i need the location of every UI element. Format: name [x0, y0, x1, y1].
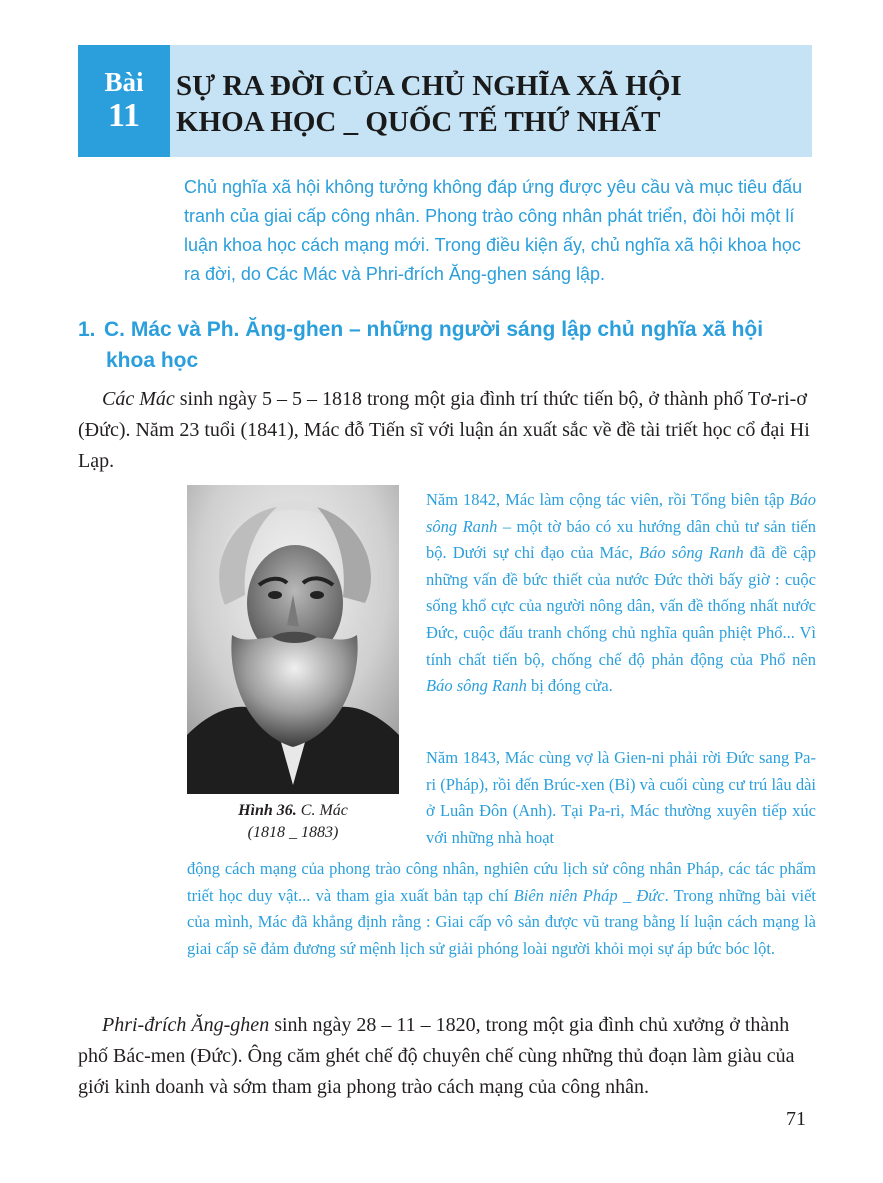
lesson-word: Bài	[104, 67, 144, 97]
lesson-number-box	[78, 45, 170, 157]
box1-paper-name-3: Báo sông Ranh	[426, 676, 527, 696]
section-heading-line2: khoa học	[106, 349, 199, 372]
box-paragraph-2-cont	[187, 856, 816, 962]
figure-name: C. Mác	[296, 802, 348, 819]
marx-text: sinh ngày 5 – 5 – 1818 trong một gia đình trí thức tiến bộ, ở thành phố Tơ-ri-ơ (Đức). Năm 23 tuổi (1841), Mác đỗ Tiến sĩ với luận án xuất sắc về đề tài triết học cổ đại Hi Lạp.	[78, 388, 810, 472]
engels-text: sinh ngày 28 – 11 – 1820, trong một gia đình chủ xưởng ở thành phố Bác-men (Đức). Ông căm ghét chế độ chuyên chế cùng những thủ đoạn làm giàu của giới kinh doanh và sớm tham gia phong trào cách mạng của công nhân.	[78, 1014, 795, 1098]
figure-label: Hình 36.	[238, 802, 297, 819]
box2-text-a: động cách mạng của phong trào công nhân, nghiên cứu lịch sử công nhân Pháp, các tác phẩm triết học duy vật... và tham gia xuất bản tạp chí	[187, 859, 816, 905]
box1-text-a: Năm 1842, Mác làm cộng tác viên, rồi Tổng biên tập	[426, 490, 790, 509]
paragraph-marx	[78, 384, 818, 477]
figure-caption	[187, 800, 399, 844]
section-number: 1.	[78, 318, 96, 341]
box1-text-d: bị đóng cửa.	[526, 676, 613, 696]
lesson-number: 11	[107, 97, 141, 134]
section-heading	[78, 314, 818, 376]
figure-years: (1818 _ 1883)	[247, 824, 339, 841]
section-heading-line1: C. Mác và Ph. Ăng-ghen – những người sáng lập chủ nghĩa xã hội	[104, 318, 764, 341]
box1-paper-name: Báo sông Ranh	[426, 490, 816, 536]
box-paragraph-1	[426, 487, 816, 700]
box-paragraph-2: Năm 1843, Mác cùng vợ là Gien-ni phải rời Đức sang Pa-ri (Pháp), rồi đến Brúc-xen (Bỉ) và cuối cùng cư trú lâu dài ở Luân Đôn (Anh). Tại Pa-ri, Mác thường xuyên tiếp xúc với những nhà hoạt	[426, 748, 816, 847]
box1-paper-name-2: Báo sông Ranh	[639, 543, 744, 563]
box1-text-c: đã đề cập những vấn đề bức thiết của nước Đức thời bấy giờ : cuộc sống khổ cực của người nông dân, vấn đề thống nhất nước Đức, cuộc đấu tranh chống chủ nghĩa quân phiệt Phổ... Vì tính chất tiến bộ, chống chế độ phản động của Phổ nên	[426, 543, 816, 669]
lesson-title-line1: SỰ RA ĐỜI CỦA CHỦ NGHĨA XÃ HỘI	[176, 70, 682, 102]
lesson-title	[176, 68, 806, 140]
marx-name: Các Mác	[102, 388, 175, 410]
engels-name: Phri-đrích Ăng-ghen	[102, 1014, 270, 1036]
page-number: 71	[786, 1108, 806, 1130]
paragraph-engels	[78, 1010, 818, 1103]
intro-paragraph: Chủ nghĩa xã hội không tưởng không đáp ứng được yêu cầu và mục tiêu đấu tranh của giai cấp công nhân. Phong trào công nhân phát triển, đòi hỏi một lí luận khoa học cách mạng mới. Trong điều kiện ấy, chủ nghĩa xã hội khoa học ra đời, do Các Mác và Phri-đrích Ăng-ghen sáng lập.	[184, 177, 803, 284]
lesson-title-line2: KHOA HỌC _ QUỐC TẾ THỨ NHẤT	[176, 106, 661, 138]
box2-journal-name: Biên niên Pháp _ Đức	[513, 885, 665, 905]
marx-portrait	[187, 485, 399, 794]
box2-text-b: . Trong những bài viết của mình, Mác đã khẳng định rằng : Giai cấp vô sản được vũ trang bằng lí luận cách mạng là giai cấp sẽ đảm đương sứ mệnh lịch sử giải phóng loài người khỏi mọi sự áp bức bóc lột.	[187, 885, 817, 958]
box1-text-b: – một tờ báo có xu hướng dân chủ tư sản tiến bộ. Dưới sự chỉ đạo của Mác,	[426, 516, 816, 563]
